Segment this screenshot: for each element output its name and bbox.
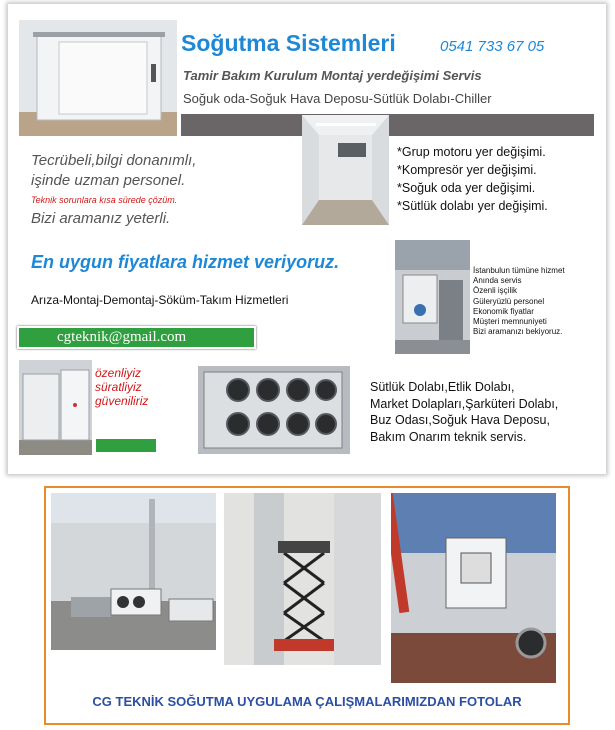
list-item: İstanbulun tümüne hizmet bbox=[473, 266, 565, 275]
list-item: Ekonomik fiyatlar bbox=[473, 306, 534, 316]
phone-number[interactable]: 0541 733 67 05 bbox=[440, 38, 545, 55]
qualities-list bbox=[95, 366, 148, 408]
cold-room-door-photo bbox=[19, 20, 177, 136]
list-item: *Soğuk oda yer değişimi. bbox=[397, 181, 536, 195]
cold-room-interior-photo bbox=[302, 115, 389, 225]
list-item: Buz Odası,Soğuk Hava Deposu, bbox=[370, 413, 550, 427]
list-item: güveniliriz bbox=[95, 394, 149, 408]
page-title: Soğutma Sistemleri bbox=[181, 30, 396, 56]
gallery-caption: CG TEKNİK SOĞUTMA UYGULAMA ÇALIŞMALARIMIZDAN FOTOLAR bbox=[92, 694, 522, 709]
list-item: Sütlük Dolabı,Etlik Dolabı, bbox=[370, 380, 515, 394]
list-item: Müşteri memnuniyeti bbox=[473, 317, 547, 327]
replacement-services-list bbox=[397, 143, 548, 215]
cold-room-exterior-photo bbox=[19, 360, 92, 455]
list-item: *Grup motoru yer değişimi. bbox=[397, 145, 546, 159]
services-line: Arıza-Montaj-Demontaj-Söküm-Takım Hizmetleri bbox=[31, 293, 289, 307]
work-photos-gallery bbox=[44, 486, 570, 725]
products-subtitle: Soğuk oda-Soğuk Hava Deposu-Sütlük Dolabı-Chiller bbox=[183, 91, 492, 106]
experience-line-1: Tecrübeli,bilgi donanımlı, bbox=[31, 152, 197, 169]
call-us-text: Bizi aramanız yeterli. bbox=[31, 210, 171, 227]
list-item: Özenli işçilik bbox=[473, 286, 518, 296]
quick-solution-text: Teknik sorunlara kısa sürede çözüm. bbox=[31, 195, 178, 205]
list-item: Market Dolapları,Şarküteri Dolabı, bbox=[370, 396, 559, 411]
condenser-units-photo bbox=[198, 366, 350, 454]
list-item: süratliyiz bbox=[95, 380, 142, 394]
list-item: Bakım Onarım teknik servis. bbox=[370, 429, 527, 444]
list-item: *Sütlük dolabı yer değişimi. bbox=[397, 199, 548, 213]
email-button[interactable] bbox=[17, 326, 256, 349]
rooftop-units-photo bbox=[51, 493, 216, 650]
experience-text bbox=[31, 151, 196, 191]
list-item: Bizi aramanızı bekiyoruz. bbox=[473, 327, 563, 337]
crane-installation-photo bbox=[391, 493, 556, 683]
green-accent-bar bbox=[96, 439, 156, 452]
list-item: *Kompresör yer değişimi. bbox=[397, 163, 537, 177]
list-item: Güleryüzlü personel bbox=[473, 296, 545, 306]
experience-line-2: işinde uzman personel. bbox=[31, 172, 186, 189]
technician-photo bbox=[395, 240, 470, 354]
advantages-list bbox=[473, 266, 565, 337]
scissor-lift-photo bbox=[224, 493, 381, 665]
email-address: cgteknik@gmail.com bbox=[57, 329, 187, 345]
products-list bbox=[370, 379, 558, 445]
services-subtitle: Tamir Bakım Kurulum Montaj yerdeğişimi Servis bbox=[183, 68, 482, 83]
list-item: özenliyiz bbox=[95, 366, 142, 380]
list-item: Anında servis bbox=[473, 276, 522, 286]
headline: En uygun fiyatlara hizmet veriyoruz. bbox=[31, 252, 340, 272]
